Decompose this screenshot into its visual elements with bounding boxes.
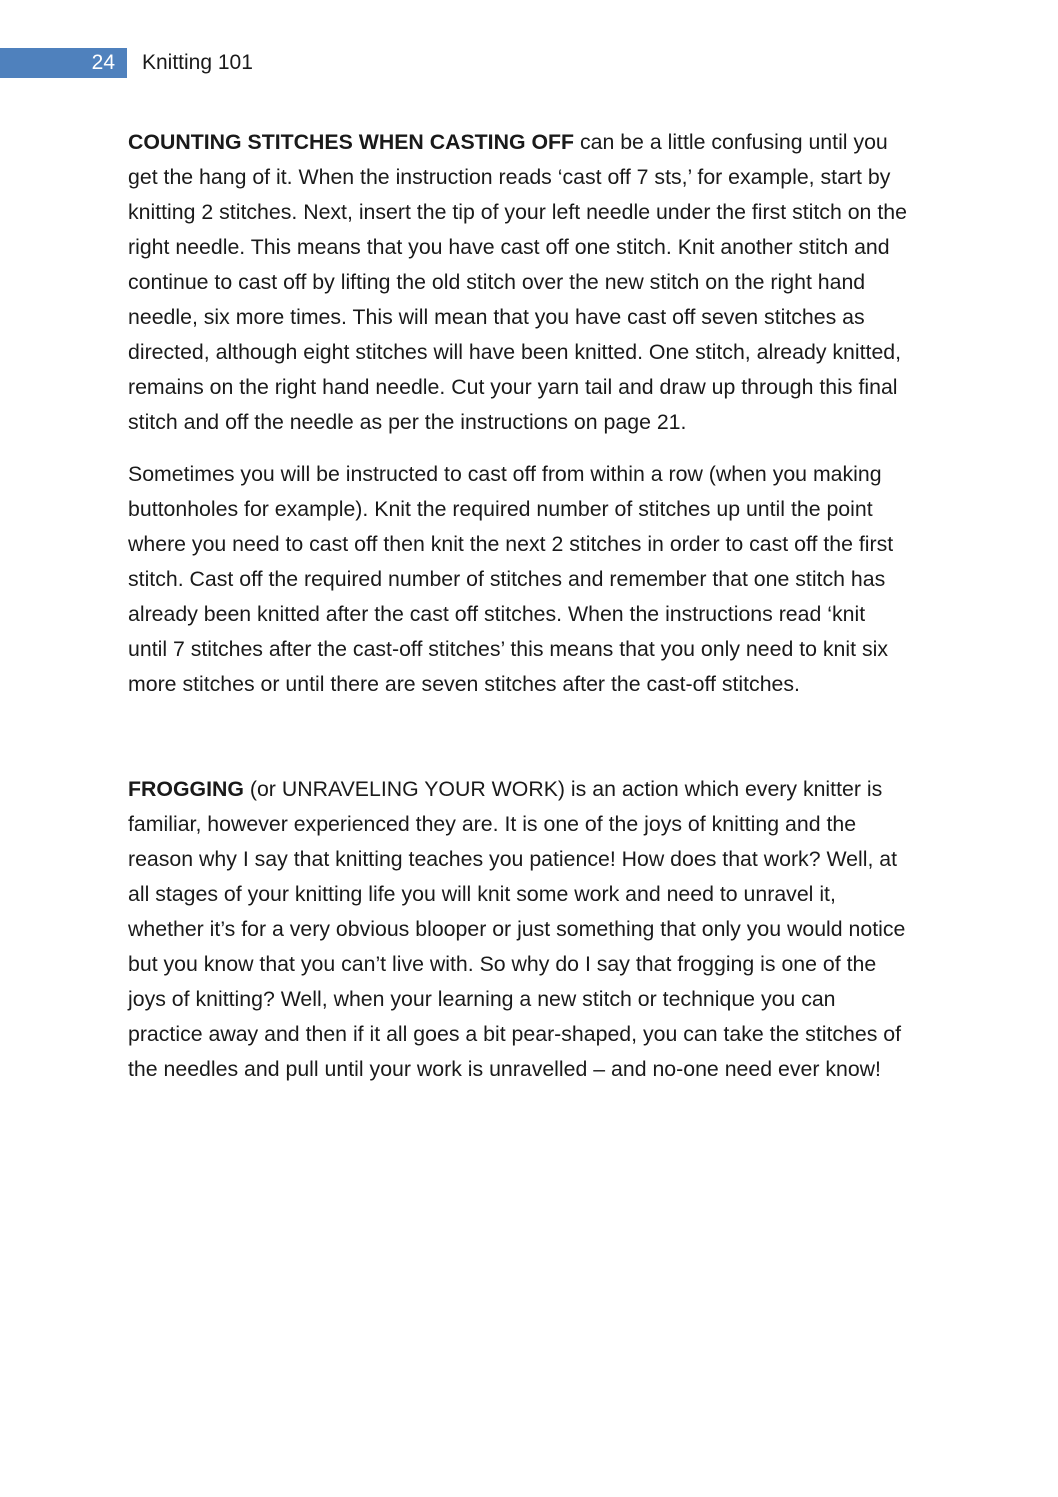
paragraph-text: (or UNRAVELING YOUR WORK) is an action which every knitter is familiar, however experienced they are. It is one of the joys of knitting and the reason why I say that knitting teaches you patience! How does that work? Well, at all stages of your knitting life you will knit some work and need to unravel it, whether it’s for a very obvious blooper or just something that only you would notice but you know that you can’t live with. So why do I say that frogging is one of the joys of knitting? Well, when your learning a new stitch or technique you can practice away and then if it all goes a bit pear-shaped, you can take the stitches of the needles and pull until your work is unravelled – and no-one need ever know!	[128, 777, 906, 1081]
paragraph-heading: COUNTING STITCHES WHEN CASTING OFF	[128, 130, 575, 154]
paragraph-casting-off-count	[128, 125, 908, 440]
page-body	[128, 125, 908, 1087]
paragraph-cast-off-within-row	[128, 457, 908, 702]
page-number: 24	[0, 48, 127, 78]
page-header	[0, 48, 400, 78]
paragraph-text: can be a little confusing until you get the hang of it. When the instruction reads ‘cast off 7 sts,’ for example, start by knitting 2 stitches. Next, insert the tip of your left needle under the first stitch on the right needle. This means that you have cast off one stitch. Knit another stitch and continue to cast off by lifting the old stitch over the new stitch on the right hand needle, six more times. This will mean that you have cast off seven stitches as directed, although eight stitches will have been knitted. One stitch, already knitted, remains on the right hand needle. Cut your yarn tail and draw up through this final stitch and off the needle as per the instructions on page 21.	[128, 130, 907, 434]
paragraph-text: Sometimes you will be instructed to cast off from within a row (when you making buttonholes for example). Knit the required number of stitches up until the point where you need to cast off then knit the next 2 stitches in order to cast off the first stitch. Cast off the required number of stitches and remember that one stitch has already been knitted after the cast off stitches. When the instructions read ‘knit until 7 stitches after the cast-off stitches’ this means that you only need to knit six more stitches or until there are seven stitches after the cast-off stitches.	[128, 462, 894, 696]
paragraph-frogging	[128, 772, 908, 1087]
paragraph-heading: FROGGING	[128, 777, 244, 801]
book-title: Knitting 101	[142, 51, 253, 74]
